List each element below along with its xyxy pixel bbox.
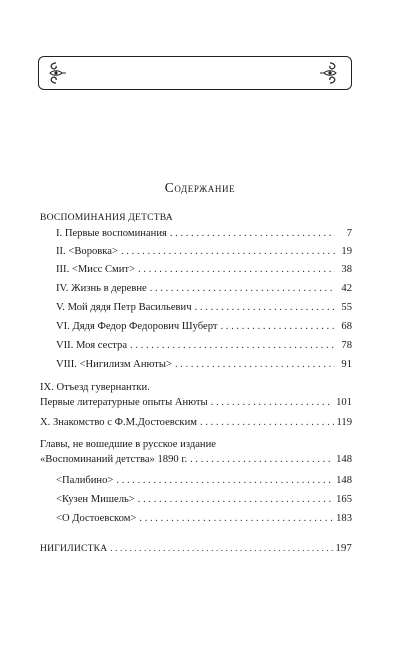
floral-ornament-right-icon <box>318 60 342 86</box>
toc-entry[interactable] <box>56 282 352 296</box>
dot-leader <box>150 282 335 296</box>
dot-leader <box>195 301 335 315</box>
toc-entry-label: Первые литературные опыты Анюты <box>40 397 208 408</box>
toc-entry-label: IV. Жизнь в деревне <box>56 283 147 294</box>
toc-entry[interactable] <box>40 416 352 430</box>
toc-entry[interactable] <box>56 263 352 277</box>
toc-entry[interactable] <box>56 512 352 526</box>
toc-entry[interactable] <box>56 227 352 241</box>
toc-entry-page: 7 <box>346 228 352 239</box>
toc-entry-excluded-line1[interactable]: Главы, не вошедшие в русское издание <box>40 439 216 450</box>
dot-leader <box>130 339 335 353</box>
dot-leader <box>221 320 336 334</box>
toc-entry-page: 55 <box>341 302 352 313</box>
toc-entry-label: III. <Мисс Смит> <box>56 264 136 275</box>
toc-entry[interactable] <box>56 358 352 372</box>
dot-leader <box>138 493 333 507</box>
toc-title: Содержание <box>164 180 236 195</box>
dot-leader <box>175 358 335 372</box>
dot-leader <box>170 227 335 241</box>
toc-entry-label: «Воспоминаний детства» 1890 г. <box>40 454 188 465</box>
toc-entry-label: I. Первые воспоминания <box>56 228 167 239</box>
toc-entry-label: VI. Дядя Федор Федорович Шуберт <box>56 321 218 332</box>
toc-entry-page: 38 <box>341 264 352 275</box>
toc-entry-page: 119 <box>336 417 352 428</box>
toc-entry[interactable] <box>56 245 352 259</box>
toc-entry-label: VII. Моя сестра <box>56 340 128 351</box>
dot-leader <box>138 263 335 277</box>
dot-leader <box>211 396 333 410</box>
dot-leader <box>110 542 332 556</box>
floral-ornament-left-icon <box>44 60 68 86</box>
toc-entry-page: 78 <box>341 340 352 351</box>
toc-entry-page: 148 <box>336 475 352 486</box>
toc-entry-label: X. Знакомство с Ф.М.Достоевским <box>40 417 197 428</box>
section-heading-childhood: ВОСПОМИНАНИЯ ДЕТСТВА <box>40 212 173 223</box>
toc-entry-label: <Кузен Мишель> <box>56 494 135 505</box>
toc-entry[interactable] <box>40 453 352 467</box>
toc-entry-page: 183 <box>336 513 352 524</box>
toc-entry-page: 148 <box>336 454 352 465</box>
dot-leader <box>121 245 335 259</box>
header-frame <box>38 56 352 90</box>
toc-entry-label: <О Достоевском> <box>56 513 137 524</box>
toc-entry-page: 42 <box>341 283 352 294</box>
toc-entry[interactable] <box>56 301 352 315</box>
toc-entry[interactable] <box>56 474 352 488</box>
toc-entry-page: 68 <box>341 321 352 332</box>
toc-entry[interactable] <box>56 493 352 507</box>
toc-entry[interactable] <box>56 339 352 353</box>
toc-entry-label: VIII. <Нигилизм Анюты> <box>56 359 172 370</box>
toc-entry-ix-line1[interactable]: IX. Отъезд гувернантки. <box>40 382 150 393</box>
dot-leader <box>139 512 333 526</box>
toc-entry[interactable] <box>56 320 352 334</box>
toc-entry-label: <Палибино> <box>56 475 114 486</box>
toc-entry-label: V. Мой дядя Петр Васильевич <box>56 302 192 313</box>
dot-leader <box>190 453 333 467</box>
dot-leader <box>200 416 334 430</box>
toc-entry-page: 101 <box>336 397 352 408</box>
toc-entry-page: 91 <box>341 359 352 370</box>
toc-entry[interactable] <box>40 542 352 556</box>
toc-entry-label: II. <Воровка> <box>56 246 118 257</box>
toc-entry-page: 165 <box>336 494 352 505</box>
toc-entry-page: 19 <box>341 246 352 257</box>
toc-entry-page: 197 <box>335 543 352 554</box>
toc-entry-label: НИГИЛИСТКА <box>40 543 108 554</box>
toc-entry[interactable] <box>40 396 352 410</box>
dot-leader <box>116 474 333 488</box>
